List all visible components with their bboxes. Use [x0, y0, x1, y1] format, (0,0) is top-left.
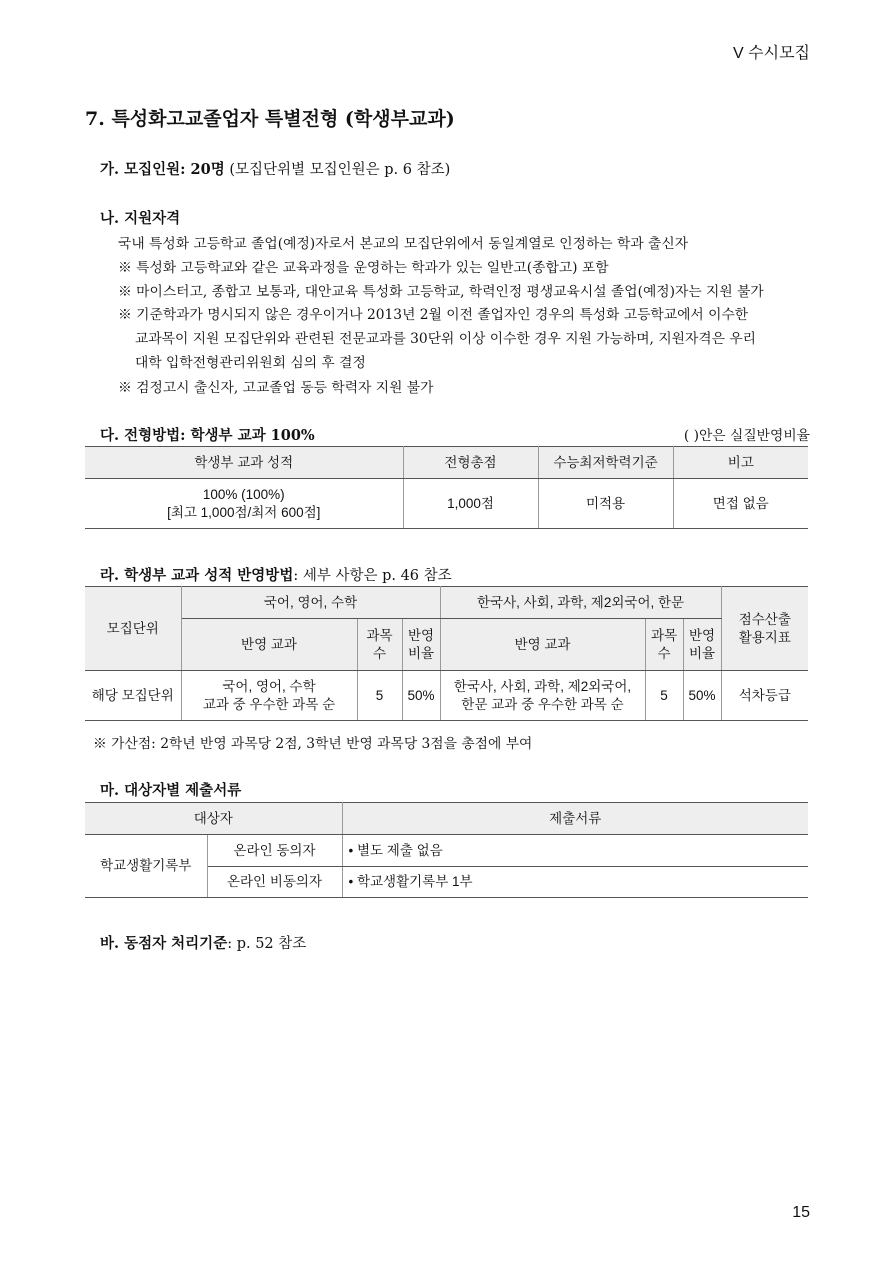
table-header-row [85, 619, 808, 671]
header-text: 반영 [407, 627, 435, 643]
eligibility-main: 국내 특성화 고등학교 졸업(예정)자로서 본교의 모집단위에서 동일계열로 인정하는 학과 출신자 [118, 236, 689, 252]
column-header [721, 587, 808, 671]
table-cell: 50% [683, 671, 721, 721]
column-header: 전형총점 [403, 447, 538, 479]
table-cell: 5 [645, 671, 683, 721]
column-header: 국어, 영어, 수학 [181, 587, 440, 619]
score-range-line: [최고 1,000점/최저 600점] [167, 504, 321, 520]
cell-text: 국어, 영어, 수학 [222, 678, 316, 694]
table-header-row [85, 587, 808, 619]
table-row [85, 671, 808, 721]
eligibility-note: 대학 입학전형관리위원회 심의 후 결정 [135, 355, 366, 371]
table-cell: • 별도 제출 없음 [342, 835, 808, 867]
table-header-row [85, 447, 808, 479]
header-text: 점수산출 [738, 611, 791, 627]
header-text: 비율 [688, 645, 716, 661]
table-cell [85, 479, 403, 529]
eligibility-note: ※ 특성화 고등학교와 같은 교육과정을 운영하는 학과가 있는 일반고(종합고) 포함 [118, 260, 609, 276]
eligibility-note: ※ 기준학과가 명시되지 않은 경우이거나 2013년 2월 이전 졸업자인 경우의 특성화 고등학교에서 이수한 [118, 307, 749, 323]
selection-method-heading [100, 424, 315, 445]
tiebreak-label: 바. 동점자 처리기준 [100, 935, 228, 952]
recruit-count-label: 가. 모집인원: 20명 [100, 161, 225, 178]
documents-label: 마. 대상자별 제출서류 [100, 782, 242, 799]
table-row [85, 479, 808, 529]
eligibility-heading [100, 207, 180, 228]
table-cell: 5 [357, 671, 402, 721]
column-header: 한국사, 사회, 과학, 제2외국어, 한문 [440, 587, 721, 619]
column-header [357, 619, 402, 671]
column-header: 수능최저학력기준 [538, 447, 673, 479]
selection-method-table [85, 446, 808, 529]
eligibility-note: 교과목이 지원 모집단위와 관련된 전문교과를 30단위 이상 이수한 경우 지원 가능하며, 지원자격은 우리 [135, 331, 757, 347]
recruit-count-note: (모집단위별 모집인원은 p. 6 참조) [224, 162, 451, 178]
column-header: 반영 교과 [181, 619, 357, 671]
score-line: 100% (100%) [202, 486, 285, 502]
column-header: 반영 교과 [440, 619, 645, 671]
header-text: 수 [372, 645, 387, 661]
table-cell: 1,000점 [403, 479, 538, 529]
bonus-points-note: ※ 가산점: 2학년 반영 과목당 2점, 3학년 반영 과목당 3점을 총점에 부여 [93, 736, 533, 752]
table-cell: 온라인 비동의자 [207, 867, 342, 898]
grade-method-heading [100, 564, 452, 585]
documents-heading [100, 779, 241, 800]
table-cell: 미적용 [538, 479, 673, 529]
header-text: 활용지표 [738, 629, 791, 645]
page-number: 15 [792, 1204, 810, 1221]
header-text: 비율 [407, 645, 435, 661]
table-cell [440, 671, 645, 721]
table-cell: • 학교생활기록부 1부 [342, 867, 808, 898]
eligibility-label: 나. 지원자격 [100, 210, 181, 227]
column-header: 학생부 교과 성적 [85, 447, 403, 479]
table-cell: 50% [402, 671, 440, 721]
running-head: V 수시모집 [733, 45, 810, 62]
column-header [402, 619, 440, 671]
grade-method-label: 라. 학생부 교과 성적 반영방법 [100, 567, 294, 584]
table-row [85, 835, 808, 867]
real-ratio-note: ( )안은 실질반영비율 [683, 428, 810, 444]
grade-method-table [85, 586, 808, 721]
header-text: 과목 [366, 627, 393, 643]
table-cell: 온라인 동의자 [207, 835, 342, 867]
selection-method-label: 다. 전형방법: 학생부 교과 100% [100, 427, 315, 444]
section-title: 7. 특성화고교졸업자 특별전형 (학생부교과) [85, 108, 455, 130]
table-cell: 해당 모집단위 [85, 671, 181, 721]
column-header: 대상자 [85, 803, 342, 835]
grade-method-note: : 세부 사항은 p. 46 참조 [293, 568, 452, 584]
eligibility-note: ※ 검정고시 출신자, 고교졸업 동등 학력자 지원 불가 [118, 380, 434, 396]
cell-text: 교과 중 우수한 과목 순 [202, 696, 336, 712]
table-cell: 석차등급 [721, 671, 808, 721]
eligibility-note: ※ 마이스터고, 종합고 보통과, 대안교육 특성화 고등학교, 학력인정 평생교육시설 졸업(예정)자는 지원 불가 [118, 284, 764, 300]
column-header: 비고 [673, 447, 808, 479]
table-cell [181, 671, 357, 721]
tiebreak-note: : p. 52 참조 [227, 936, 307, 952]
table-header-row [85, 803, 808, 835]
table-cell: 학교생활기록부 [85, 835, 207, 898]
column-header [683, 619, 721, 671]
header-text: 과목 [650, 627, 678, 643]
column-header: 모집단위 [85, 587, 181, 671]
cell-text: 한문 교과 중 우수한 과목 순 [461, 696, 624, 712]
column-header [645, 619, 683, 671]
documents-table [85, 802, 808, 898]
table-cell: 면접 없음 [673, 479, 808, 529]
recruit-count [100, 158, 450, 179]
cell-text: 한국사, 사회, 과학, 제2외국어, [453, 678, 632, 694]
tiebreak-heading [100, 932, 306, 953]
header-text: 반영 [688, 627, 716, 643]
column-header: 제출서류 [342, 803, 808, 835]
header-text: 수 [657, 645, 671, 661]
